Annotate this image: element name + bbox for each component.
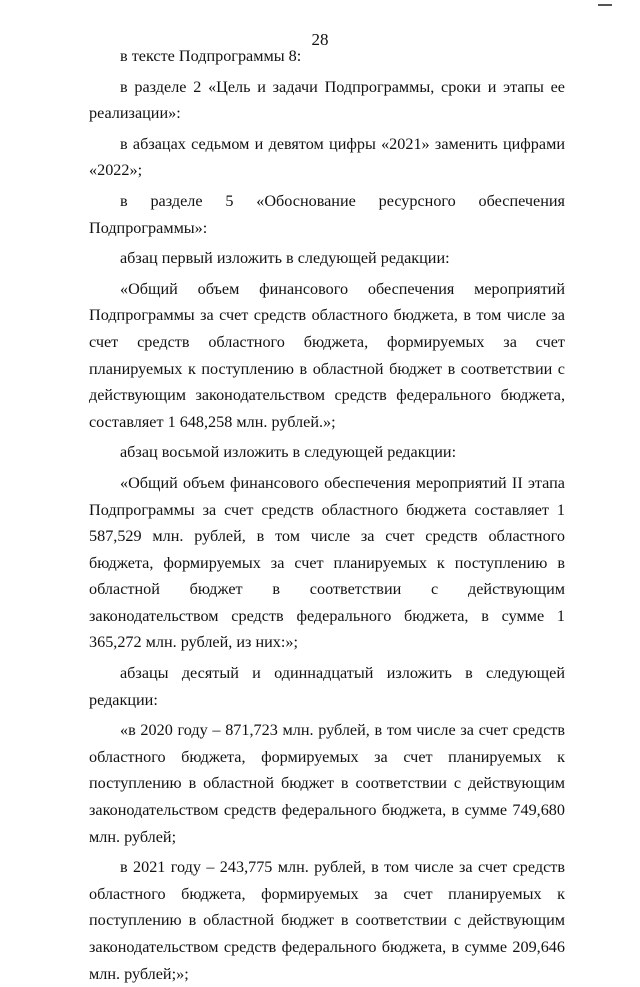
document-body — [89, 43, 565, 987]
paragraph-4: в разделе 5 «Обоснование ресурсного обеспечения Подпрограммы»: — [89, 191, 565, 237]
paragraph-3: в абзацах седьмом и девятом цифры «2021» заменить цифрами «2022»; — [89, 134, 565, 180]
paragraph-2: в разделе 2 «Цель и задачи Подпрограммы, сроки и этапы ее реализации»: — [89, 77, 565, 123]
paragraph-5: абзац первый изложить в следующей редакции: — [120, 249, 450, 268]
paragraph-7: абзац восьмой изложить в следующей редакции: — [120, 443, 457, 462]
paragraph-9: абзацы десятый и одиннадцатый изложить в следующей редакции: — [89, 664, 565, 709]
paragraph-8: «Общий объем финансового обеспечения мероприятий II этапа Подпрограммы за счет средств областного бюджета составляет 1 587,529 млн. рублей, в том числе за счет средств областного бюджета, формируемых за счет планируемых к поступлению в областной бюджет в соответствии с действующим законодательством средств федерального бюджета, в сумме 1 365,272 млн. рублей, из них:»; — [89, 473, 565, 652]
paragraph-6: «Общий объем финансового обеспечения мероприятий Подпрограммы за счет средств областного бюджета, в том числе за счет средств областного бюджета, формируемых за счет планируемых к поступлению в областной бюджет в соответствии с действующим законодательством средств федерального бюджета, составляет 1 648,258 млн. рублей.»; — [89, 279, 565, 431]
paragraph-1: в тексте Подпрограммы 8: — [120, 47, 302, 65]
page-number: 28 — [311, 30, 329, 49]
paragraph-10: «в 2020 году – 871,723 млн. рублей, в том числе за счет средств областного бюджета, формируемых за счет планируемых к поступлению в областной бюджет в соответствии с действующим законодательством средств федерального бюджета, в сумме 749,680 млн. рублей; — [89, 721, 565, 846]
page-corner-mark — [598, 4, 612, 6]
paragraph-11: в 2021 году – 243,775 млн. рублей, в том числе за счет средств областного бюджета, формируемых за счет планируемых к поступлению в областной бюджет в соответствии с действующим законодательством средств федерального бюджета, в сумме 209,646 млн. рублей;»; — [89, 858, 565, 983]
